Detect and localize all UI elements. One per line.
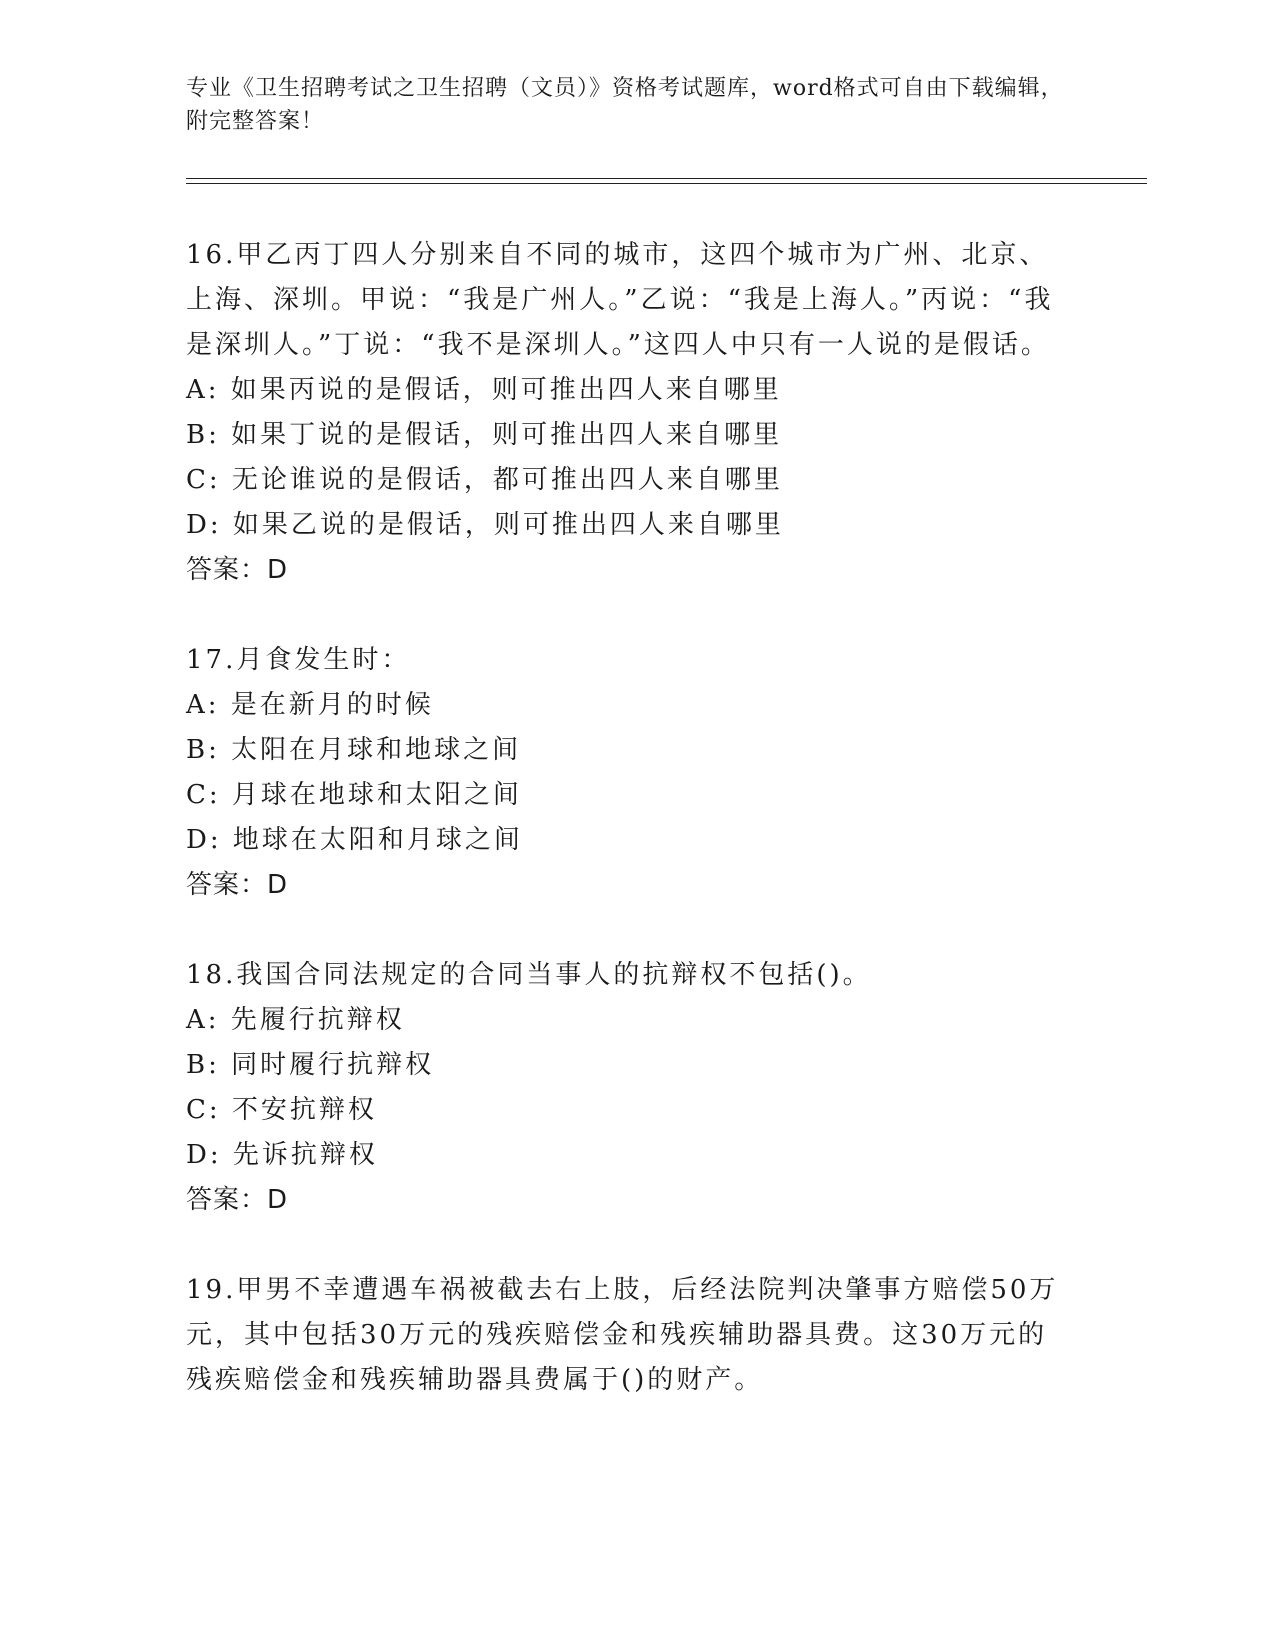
question-list <box>186 233 1066 1403</box>
header-divider-top <box>186 178 1147 179</box>
question-spacer <box>186 908 1066 953</box>
option-d: D: 地球在太阳和月球之间 <box>186 825 523 855</box>
question-18 <box>186 953 1066 1223</box>
option-d: D: 先诉抗辩权 <box>186 1140 378 1170</box>
option-b: B: 太阳在月球和地球之间 <box>186 735 522 765</box>
option-a: A: 是在新月的时候 <box>186 690 434 720</box>
option-b: B: 同时履行抗辩权 <box>186 1050 435 1080</box>
option-b: B: 如果丁说的是假话，则可推出四人来自哪里 <box>186 420 783 450</box>
option-c: C: 不安抗辩权 <box>186 1095 377 1125</box>
question-17 <box>186 638 1066 908</box>
option-c: C: 无论谁说的是假话，都可推出四人来自哪里 <box>186 465 783 495</box>
question-stem: 18.我国合同法规定的合同当事人的抗辩权不包括()。 <box>186 960 872 990</box>
document-header: 专业《卫生招聘考试之卫生招聘（文员）》资格考试题库，word格式可自由下载编辑，附完整答案！ <box>186 76 1064 134</box>
question-19 <box>186 1268 1066 1403</box>
question-stem: 16.甲乙丙丁四人分别来自不同的城市，这四个城市为广州、北京、上海、深圳。甲说：“我是广州人。”乙说：“我是上海人。”丙说：“我是深圳人。”丁说：“我不是深圳人。”这四人中只有一人说的是假话。 <box>186 240 1054 360</box>
question-stem: 19.甲男不幸遭遇车祸被截去右上肢，后经法院判决肇事方赔偿50万元，其中包括30万元的残疾赔偿金和残疾辅助器具费。这30万元的残疾赔偿金和残疾辅助器具费属于()的财产。 <box>186 1275 1059 1395</box>
answer-label: 答案：D <box>186 870 289 900</box>
question-stem: 17.月食发生时： <box>186 645 411 675</box>
answer-label: 答案：D <box>186 555 289 585</box>
question-16 <box>186 233 1066 593</box>
header-divider-bottom <box>186 183 1147 184</box>
question-spacer <box>186 593 1066 638</box>
option-a: A: 如果丙说的是假话，则可推出四人来自哪里 <box>186 375 782 405</box>
option-c: C: 月球在地球和太阳之间 <box>186 780 522 810</box>
option-d: D: 如果乙说的是假话，则可推出四人来自哪里 <box>186 510 784 540</box>
question-spacer <box>186 1223 1066 1268</box>
answer-label: 答案：D <box>186 1185 289 1215</box>
option-a: A: 先履行抗辩权 <box>186 1005 405 1035</box>
